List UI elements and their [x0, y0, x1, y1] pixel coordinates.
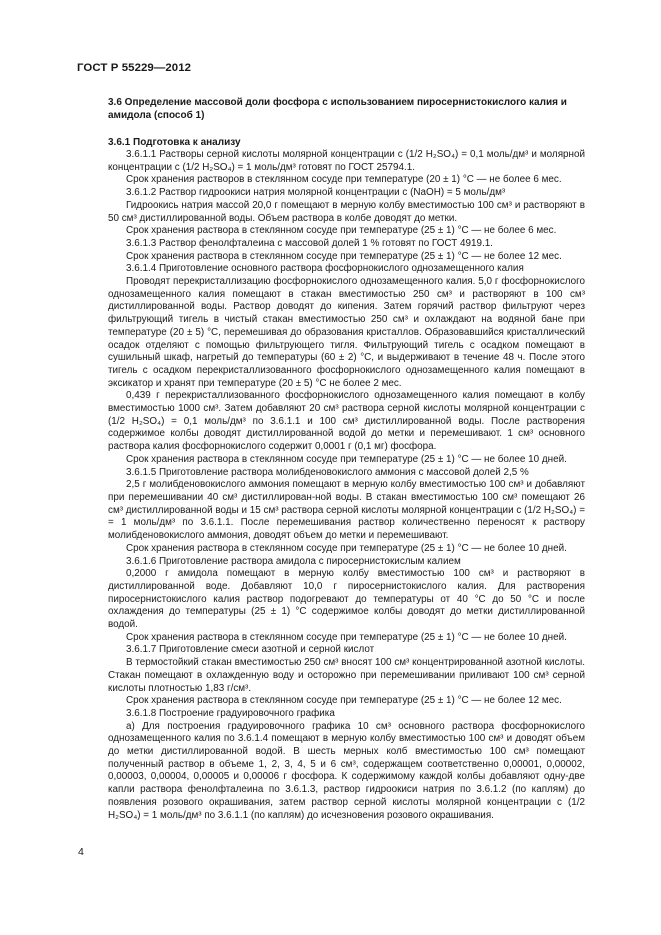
paragraph: 3.6.1.3 Раствор фенолфталеина с массовой долей 1 % готовят по ГОСТ 4919.1. [126, 237, 493, 249]
paragraph: 2,5 г молибденовокислого аммония помещают в мерную колбу вместимостью 100 см³ и добавляют при перемешивании 40 см³ дистиллирован-ной воды. В стакан вместимостью 100 см³ помещают 26 см³ дистиллированной воды и 15 см³ раствора серной кислоты молярной концентрации c (1/2 H₂SO₄) = = 1 моль/дм³ по 3.6.1.1. После перемешивания раствор количественно переносят к раствору молибденовокислого аммония, доводят объем до метки и перемешивают. [108, 479, 585, 542]
paragraph: Срок хранения раствора в стеклянном сосуде при температуре (25 ± 1) °С — не более 6 мес. [126, 225, 557, 237]
paragraph: Срок хранения раствора в стеклянном сосуде при температуре (25 ± 1) °С — не более 10 дней. [126, 631, 567, 643]
paragraph: 3.6.1.1 Растворы серной кислоты молярной концентрации c (1/2 H₂SO₄) = 0,1 моль/дм³ и молярной концентрации c (1/2 H₂SO₄) = 1 моль/дм³ готовят по ГОСТ 25794.1. [108, 149, 585, 173]
document-body [108, 96, 585, 822]
paragraph: 3.6.1.4 Приготовление основного раствора фосфорнокислого однозамещенного калия [126, 263, 524, 275]
paragraph: 3.6.1.7 Приготовление смеси азотной и серной кислот [126, 644, 375, 656]
paragraph: 3.6.1.6 Приготовление раствора амидола с пиросернистокислым калием [126, 555, 461, 567]
paragraph: 0,439 г перекристаллизованного фосфорнокислого однозамещенного калия помещают в колбу вместимостью 1000 см³. Затем добавляют 20 см³ раствора серной кислоты молярной концентрации c (1/2 H₂SO₄) = 0,1 моль/дм³ по 3.6.1.1 и 100 см³ дистиллированной воды. После растворения содержимое колбы доводят дистиллированной водой до метки и перемешивают. 1 см³ основного раствора калия фосфорнокислого содержит 0,0001 г (0,1 мг) фосфора. [108, 390, 585, 453]
paragraph: 3.6.1.2 Раствор гидроокиси натрия молярной концентрации c (NaOH) = 5 моль/дм³ [126, 187, 506, 199]
paragraph: Срок хранения раствора в стеклянном сосуде при температуре (25 ± 1) °С — не более 12 мес. [126, 695, 562, 707]
paragraph: Гидроокись натрия массой 20,0 г помещают в мерную колбу вместимостью 100 см³ и растворяют в 50 см³ дистиллированной воды. Объем раствора в колбе доводят до метки. [108, 199, 585, 224]
paragraph: Срок хранения раствора в стеклянном сосуде при температуре (25 ± 1) °С — не более 10 дней. [126, 542, 567, 554]
paragraph: а) Для построения градуировочного графика 10 см³ основного раствора фосфорнокислого однозамещенного калия по 3.6.1.4 помещают в мерную колбу вместимостью 100 см³ и доводят объем до метки дистиллированной водой. В шесть мерных колб вместимостью 100 см³ помещают полученный раствор в объеме 1, 2, 3, 4, 5 и 6 см³, содержащем соответственно 0,00001, 0,00002, 0,00003, 0,00004, 0,00005 и 0,00006 г фосфора. К содержимому каждой колбы добавляют одну-две капли раствора фенолфталеина по 3.6.1.3, раствор гидроокиси натрия по 3.6.1.2 (по каплям) до появления розового окрашивания, затем раствор серной кислоты молярной концентрации c (1/2 H₂SO₄) = 1 моль/дм³ по 3.6.1.1 (по каплям) до исчезновения розового окрашивания. [108, 720, 585, 821]
paragraph: 0,2000 г амидола помещают в мерную колбу вместимостью 100 см³ и растворяют в дистиллированной воде. Добавляют 10,0 г пиросернистокислого калия. Для растворения пиросернистокислого калия раствор подогревают до температуры от 40 °С до 50 °С и после охлаждения до температуры (25 ± 1) °С содержимое колбы доводят до метки дистиллированной водой. [108, 568, 585, 631]
paragraph: В термостойкий стакан вместимостью 250 см³ вносят 100 см³ концентрированной азотной кислоты. Стакан помещают в охлажденную воду и осторожно при перемешивании приливают 100 см³ серной кислоты плотностью 1,83 г/см³. [108, 657, 585, 694]
paragraph: Срок хранения раствора в стеклянном сосуде при температуре (25 ± 1) °С — не более 12 мес. [126, 250, 562, 262]
section-title: 3.6 Определение массовой доли фосфора с использованием пиросернистокислого калия и амидола (способ 1) [108, 97, 567, 121]
paragraph: Срок хранения раствора в стеклянном сосуде при температуре (25 ± 1) °С — не более 10 дней. [126, 453, 567, 465]
paragraph: Срок хранения растворов в стеклянном сосуде при температуре (20 ± 1) °С — не более 6 мес. [126, 174, 562, 186]
page-number: 4 [78, 846, 84, 858]
subsection-title: 3.6.1 Подготовка к анализу [108, 137, 241, 148]
paragraph: 3.6.1.8 Построение градуировочного графика [126, 707, 335, 719]
paragraph: 3.6.1.5 Приготовление раствора молибденовокислого аммония с массовой долей 2,5 % [126, 466, 529, 478]
document-code-header: ГОСТ Р 55229—2012 [77, 62, 192, 74]
paragraph: Проводят перекристаллизацию фосфорнокислого однозамещенного калия. 5,0 г фосфорнокислого однозамещенного калия помещают в стакан вместимостью 250 см³ и растворяют в 100 см³ дистиллированной воды. Раствор доводят до кипения. Затем горячий раствор фильтруют через фильтрующий тигель в чистый стакан вместимостью 250 см³ и охлаждают на водяной бане при температуре (20 ± 5) °С, перемешивая до образования кристаллов. Образовавшийся кристаллический осадок отделяют с помощью фильтрующего тигля. Фильтрующий тигель с осадком помещают в сушильный шкаф, нагретый до температуры (60 ± 2) °С, и выдерживают в течение 48 ч. После этого тигель с осадком перекристаллизованного фосфорнокислого однозамещенного калия помещают в эксикатор и хранят при температуре (20 ± 5) °С не более 2 мес. [108, 276, 585, 389]
